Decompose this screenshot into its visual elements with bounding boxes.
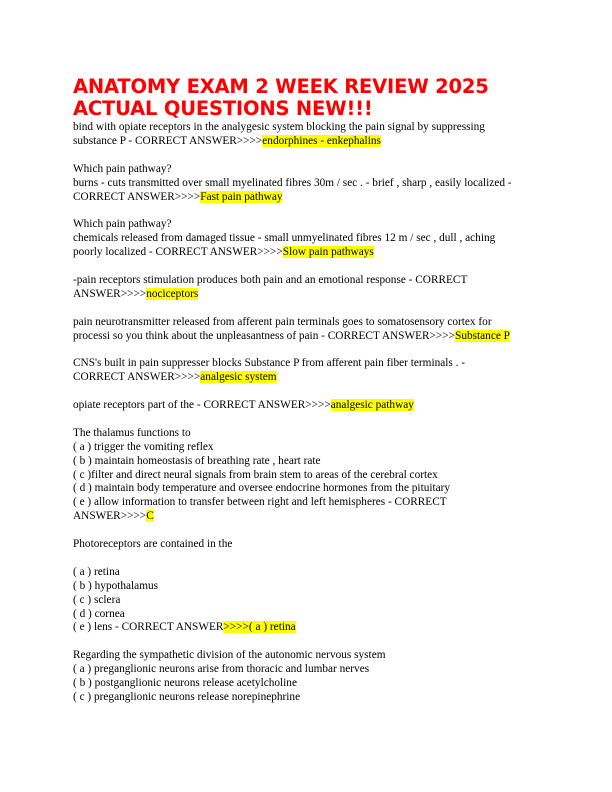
question-text: -pain receptors stimulation produces both pain and an emotional response - CORRECT (73, 273, 468, 286)
answer-option: ( c )filter and direct neural signals from brain stem to areas of the cerebral cortex (73, 468, 438, 481)
answer-option: ( b ) maintain homeostasis of breathing rate , heart rate (73, 454, 321, 467)
highlighted-answer: C (146, 510, 154, 523)
highlighted-answer: >>>>( a ) retina (223, 621, 296, 634)
highlighted-answer: endorphines - enkephalins (262, 134, 381, 147)
answer-prefix: ( e ) lens - CORRECT ANSWER (73, 621, 224, 634)
highlighted-answer: Fast pain pathway (200, 190, 283, 203)
question-text: pain neurotransmitter released from afferent pain terminals goes to somatosensory cortex for (73, 315, 492, 328)
answer-option: ( a ) preganglionic neurons arise from thoracic and lumbar nerves (73, 663, 370, 676)
document-page (73, 76, 553, 719)
answer-prefix: poorly localized - CORRECT ANSWER>>>> (73, 246, 283, 259)
document-title (73, 76, 553, 120)
question-answer-line (73, 399, 553, 413)
answer-prefix: ANSWER>>>> (73, 287, 147, 300)
question-text: chemicals released from damaged tissue - small unmyelinated fibres 12 m / sec , dull , aching (73, 232, 496, 245)
title-line-2: ACTUAL QUESTIONS NEW!!! (73, 97, 373, 120)
answer-prefix: opiate receptors part of the - CORRECT ANSWER>>>> (73, 399, 331, 412)
question-block (73, 399, 553, 413)
question-block (73, 357, 553, 385)
question-prompt: Photoreceptors are contained in the (73, 538, 233, 551)
question-text: bind with opiate receptors in the analygesic system blocking the pain signal by suppressing (73, 121, 485, 133)
answer-option: ( d ) maintain body temperature and oversee endocrine hormones from the pituitary (73, 482, 451, 495)
answer-option: ( b ) hypothalamus (73, 579, 159, 592)
question-answer-line (73, 288, 553, 302)
question-answer-line (73, 191, 553, 205)
highlighted-answer: Slow pain pathways (282, 246, 374, 259)
question-answer-line (73, 246, 553, 260)
answer-option: ( b ) postganglionic neurons release acetylcholine (73, 677, 297, 690)
question-block (73, 427, 553, 524)
document-body (73, 121, 553, 705)
question-text: burns - cuts transmitted over small myelinated fibres 30m / sec . - brief , sharp , easily localized - (73, 176, 512, 189)
question-options (73, 566, 553, 636)
highlighted-answer: analgesic pathway (330, 399, 414, 412)
title-line-1: ANATOMY EXAM 2 WEEK REVIEW 2025 (73, 75, 489, 98)
answer-prefix: CORRECT ANSWER>>>> (73, 371, 201, 384)
answer-prefix: ANSWER>>>> (73, 510, 147, 523)
answer-prefix: processi so you think about the unpleasantness of pain - CORRECT ANSWER>>>> (73, 329, 456, 342)
question-text: CNS's built in pain suppresser blocks Substance P from afferent pain fiber terminals . - (73, 357, 466, 370)
highlighted-answer: analgesic system (200, 371, 277, 384)
question-block (73, 649, 553, 705)
answer-option: ( e ) allow information to transfer between right and left hemispheres - CORRECT (73, 496, 447, 509)
question-prompt: The thalamus functions to (73, 426, 191, 439)
highlighted-answer: nociceptors (146, 287, 199, 300)
answer-prefix: CORRECT ANSWER>>>> (73, 190, 201, 203)
answer-prefix: substance P - CORRECT ANSWER>>>> (73, 134, 263, 147)
question-answer-line (73, 330, 553, 344)
answer-option: ( c ) preganglionic neurons release norepinephrine (73, 691, 301, 703)
answer-option: ( d ) cornea (73, 607, 125, 620)
question-block (73, 121, 553, 149)
question-block (73, 538, 553, 552)
question-prompt: Which pain pathway? (73, 218, 172, 231)
question-prompt: Which pain pathway? (73, 162, 172, 175)
question-answer-line (73, 621, 553, 635)
answer-option: ( a ) trigger the vomiting reflex (73, 440, 214, 453)
question-answer-line (73, 510, 553, 524)
question-block (73, 274, 553, 302)
question-block (73, 218, 553, 260)
highlighted-answer: Substance P (455, 329, 510, 342)
question-block (73, 316, 553, 344)
answer-option: ( a ) retina (73, 565, 120, 578)
answer-option: ( c ) sclera (73, 593, 121, 606)
question-answer-line (73, 371, 553, 385)
question-prompt: Regarding the sympathetic division of the autonomic nervous system (73, 649, 386, 662)
question-answer-line (73, 135, 553, 149)
question-block (73, 163, 553, 205)
